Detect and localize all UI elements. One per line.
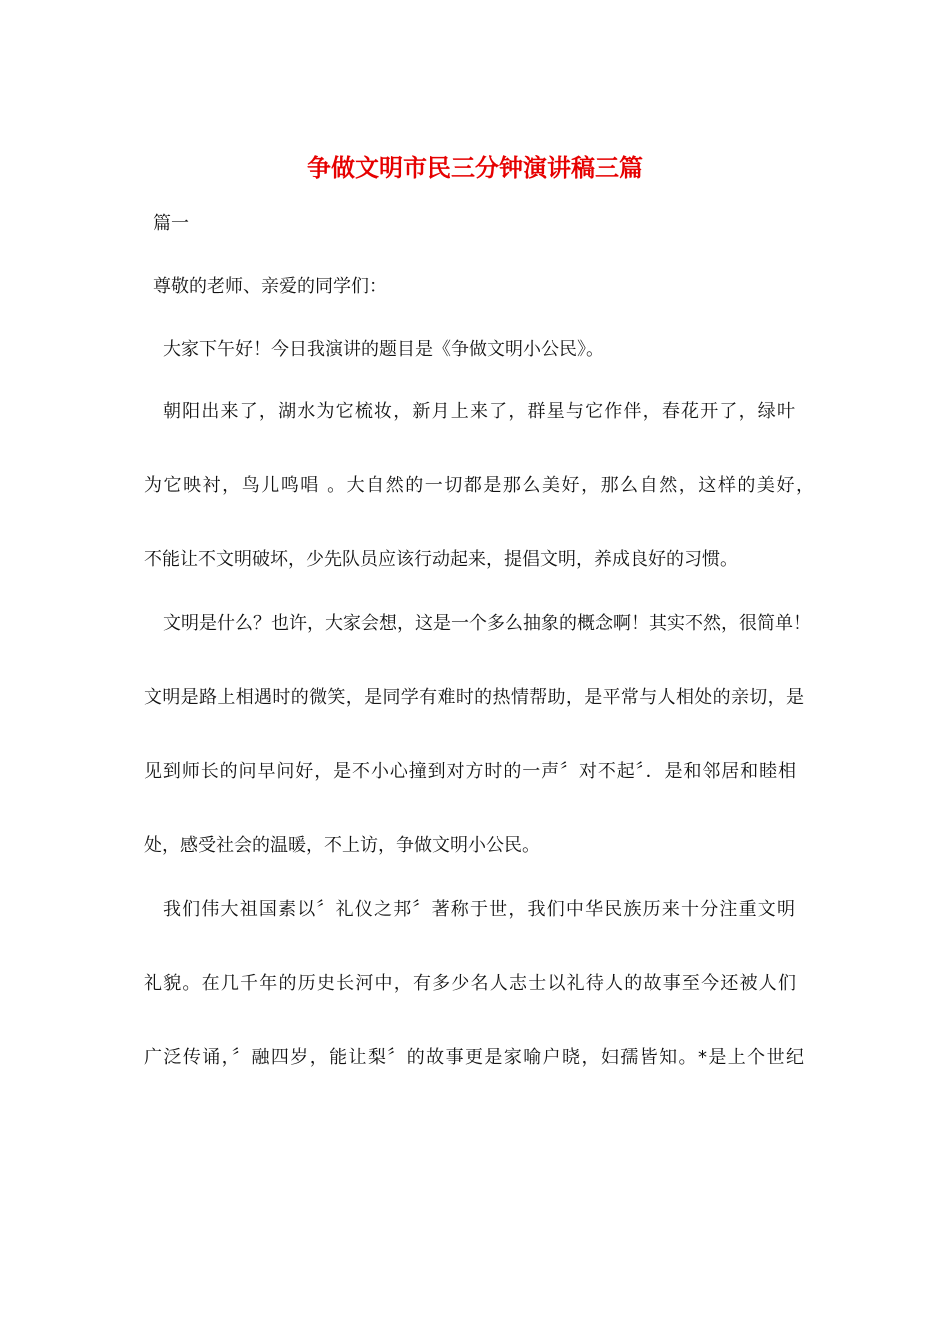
paragraph-line: 朝阳出来了，湖水为它梳妆，新月上来了，群星与它作伴，春花开了，绿叶 xyxy=(163,401,795,422)
paragraph-line: 文明是路上相遇时的微笑，是同学有难时的热情帮助，是平常与人相处的亲切，是 xyxy=(144,687,804,708)
paragraph-line: 为它映衬，鸟儿鸣唱 。大自然的一切都是那么美好，那么自然，这样的美好， xyxy=(144,475,814,496)
paragraph-line: 礼貌。在几千年的历史长河中，有多少名人志士以礼待人的故事至今还被人们 xyxy=(144,973,796,994)
paragraph-line: 见到师长的问早问好，是不小心撞到对方时的一声〞对不起〞．是和邻居和睦相 xyxy=(144,761,796,782)
paragraph-line: 广泛传诵，〞融四岁，能让梨〞的故事更是家喻户晓，妇孺皆知。*是上个世纪 xyxy=(144,1047,804,1068)
paragraph-line: 我们伟大祖国素以〞礼仪之邦〞著称于世，我们中华民族历来十分注重文明 xyxy=(163,899,795,920)
section-heading: 篇一 xyxy=(153,213,189,234)
paragraph-line: 不能让不文明破坏，少先队员应该行动起来，提倡文明，养成良好的习惯。 xyxy=(144,549,738,570)
paragraph-line: 大家下午好！今日我演讲的题目是《争做文明小公民》。 xyxy=(163,339,604,360)
salutation: 尊敬的老师、亲爱的同学们： xyxy=(153,276,387,297)
paragraph-line: 处，感受社会的温暖，不上访，争做文明小公民。 xyxy=(144,835,540,856)
paragraph-line: 文明是什么？也许，大家会想，这是一个多么抽象的概念啊！其实不然，很简单！ xyxy=(163,613,811,634)
document-title: 争做文明市民三分钟演讲稿三篇 xyxy=(307,154,643,182)
